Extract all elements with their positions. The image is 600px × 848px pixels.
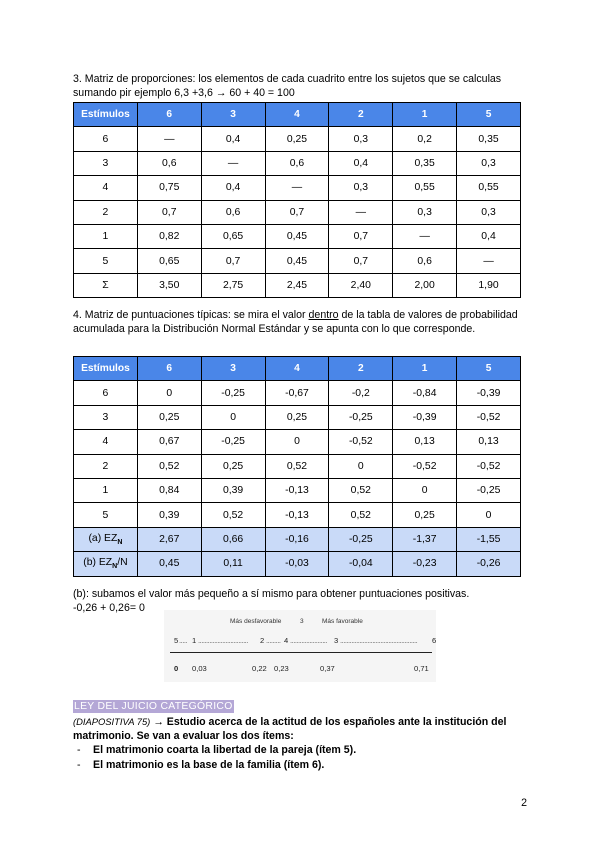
table-cell: -0,25 [201,381,265,405]
sum-row-a [74,527,521,551]
table-row [74,503,521,527]
items-list [73,743,356,773]
table-cell: — [201,151,265,175]
table-row [74,127,521,151]
table-cell: 6 [74,127,138,151]
table-row [74,249,521,273]
table-cell: 0,39 [137,503,201,527]
table-header-row [74,103,521,127]
table-cell: 0,11 [201,552,265,576]
scale-value: 0,37 [320,664,335,673]
table-row [74,176,521,200]
col-header: 2 [329,103,393,127]
section-heading: LEY DEL JUICIO CATEGÓRICO [74,701,233,712]
table-cell: 0,55 [457,176,521,200]
scale-dotted-line: 5 ..... 1 ............................... 2 ......... 4 ....................... 3 ................................................ 6 [174,636,437,645]
arrow: → [150,716,167,728]
table-cell: -0,25 [457,478,521,502]
table-cell: 0,82 [137,224,201,248]
table-cell: 3 [74,151,138,175]
scale-value: 0 [174,664,179,673]
table-cell: 0,25 [201,454,265,478]
table-cell: 2 [74,454,138,478]
table-cell: -0,39 [457,381,521,405]
section-3-line-2: sumando pir ejemplo 6,3 +3,6 → 60 + 40 = 100 [73,87,295,99]
table-cell: 0,2 [393,127,457,151]
scale-rule [170,652,432,653]
table-cell: -0,25 [201,430,265,454]
table-cell: 0,52 [329,503,393,527]
table-cell: 0,52 [137,454,201,478]
table-cell: 0,6 [393,249,457,273]
page-number: 2 [521,797,527,809]
intro-paragraph [73,715,533,743]
table-cell: -0,67 [265,381,329,405]
sum-label-text: (a) EZ [88,532,118,544]
scale-value: 0,23 [274,664,289,673]
list-item: - El matrimonio coarta la libertad de la pareja (ítem 5). [77,744,357,756]
col-header: 3 [201,103,265,127]
scale-point: 6 [432,636,437,645]
col-header: 1 [393,103,457,127]
slide-reference: (DIAPOSITIVA 75) [73,716,151,727]
section-3-line-1: 3. Matriz de proporciones: los elementos de cada cuadrito entre los sujetos que se calculas [73,73,502,85]
table-cell: -0,39 [393,405,457,429]
table-cell: 0,7 [329,249,393,273]
table-cell: 0,75 [137,176,201,200]
scale-value: 0,71 [414,664,429,673]
table-cell: 0,67 [137,430,201,454]
table-row [74,200,521,224]
table-cell: -0,2 [329,381,393,405]
table-cell: — [329,200,393,224]
sum-label-post: /N [117,557,128,569]
table-cell: -0,03 [265,552,329,576]
scale-figure [164,610,436,682]
table-cell: 0,7 [265,200,329,224]
list-item-text: El matrimonio coarta la libertad de la pareja (ítem 5). [93,744,357,756]
table-cell: 0,3 [457,200,521,224]
table-header-row [74,357,521,381]
table-cell: 4 [74,176,138,200]
table-cell: -0,52 [457,405,521,429]
table-cell: 2,00 [393,273,457,297]
col-header: 1 [393,357,457,381]
table-cell: 0,4 [201,127,265,151]
scale-point: 4 [284,636,289,645]
table-cell: -0,25 [329,405,393,429]
table-cell: 0,7 [137,200,201,224]
table-cell: — [265,176,329,200]
table-cell: 0,13 [393,430,457,454]
table-cell: 0,4 [457,224,521,248]
table-cell: 0,7 [329,224,393,248]
table-cell: — [457,249,521,273]
col-header: 5 [457,103,521,127]
scale-value: 0,22 [252,664,267,673]
table-row-sum [74,273,521,297]
table-cell: 0,25 [265,127,329,151]
table-cell: -0,16 [265,527,329,551]
table-cell: 0,84 [137,478,201,502]
section-3-text [73,72,533,100]
sum-row-label [74,552,138,576]
table-cell: 0 [457,503,521,527]
section-b-line-2: -0,26 + 0,26= 0 [73,602,145,614]
table-cell: 0,13 [457,430,521,454]
section-4-underlined: dentro [308,309,339,321]
section-4-text-post: de la tabla de valores de probabilidad acumulada para la Distribución Normal Estándar y se apunta con lo que corresponde. [73,309,518,335]
table-cell: -0,25 [329,527,393,551]
table-cell: 0,45 [265,224,329,248]
table-cell: — [393,224,457,248]
table-cell: -0,52 [329,430,393,454]
scale-point: 1 [192,636,197,645]
table-cell: -0,23 [393,552,457,576]
col-header: 2 [329,357,393,381]
table-cell: 0,52 [329,478,393,502]
section-b-line-1: (b): subamos el valor más pequeño a sí mismo para obtener puntuaciones positivas. [73,588,470,600]
sum-label-text: (b) EZ [83,557,113,569]
table-row [74,224,521,248]
intro-text: Estudio acerca de la actitud de los españoles ante la institución del matrimonio. Se van a evaluar los dos ítems: [73,716,507,742]
table-cell: 5 [74,503,138,527]
table-cell: 3,50 [137,273,201,297]
table-cell: 0,65 [137,249,201,273]
col-header: 6 [137,357,201,381]
table-cell: -1,37 [393,527,457,551]
table-cell: 4 [74,430,138,454]
table-cell: -0,52 [393,454,457,478]
table-cell: 0,6 [201,200,265,224]
sum-label-sub: N [112,563,118,571]
col-header: 4 [265,103,329,127]
table-cell: 0,6 [265,151,329,175]
table-cell: 0 [265,430,329,454]
table-cell: -0,04 [329,552,393,576]
table-cell: -0,52 [457,454,521,478]
scale-label-left: Más desfavorable [230,618,282,625]
table-cell: 0,66 [201,527,265,551]
table-cell: -0,13 [265,503,329,527]
col-header: 6 [137,103,201,127]
col-header: 5 [457,357,521,381]
table-cell: 6 [74,381,138,405]
table-cell: 0,4 [329,151,393,175]
table-cell: 0,35 [457,127,521,151]
table-cell: 0,7 [201,249,265,273]
table-cell: 0,45 [265,249,329,273]
section-4-text-pre: 4. Matriz de puntuaciones típicas: se mira el valor [73,309,309,321]
table-cell: 0,4 [201,176,265,200]
table-cell: 0,3 [457,151,521,175]
table-cell: 0,52 [201,503,265,527]
col-header: 4 [265,357,329,381]
table-cell: 0,45 [137,552,201,576]
table-cell: 1 [74,224,138,248]
table-cell: 0,35 [393,151,457,175]
table-cell: 2,67 [137,527,201,551]
scale-point: 2 [260,636,265,645]
table-cell: — [137,127,201,151]
table-cell: 5 [74,249,138,273]
table-cell: 0,3 [393,200,457,224]
table-cell: 3 [74,405,138,429]
table-cell: -1,55 [457,527,521,551]
table-cell: 0,25 [265,405,329,429]
table-cell: 0 [201,405,265,429]
proportions-matrix-table [73,102,521,298]
scale-value: 0,03 [192,664,207,673]
table-row [74,430,521,454]
col-header: 3 [201,357,265,381]
table-row [74,381,521,405]
table-cell: 0 [329,454,393,478]
table-cell: 0,65 [201,224,265,248]
table-cell: 2 [74,200,138,224]
table-cell: 0,3 [329,176,393,200]
table-cell: 1 [74,478,138,502]
table-cell: 2,45 [265,273,329,297]
table-cell: 0,25 [393,503,457,527]
table-cell: 0,55 [393,176,457,200]
table-row [74,151,521,175]
table-row [74,454,521,478]
z-scores-matrix-table [73,356,521,577]
table-cell: 0 [393,478,457,502]
table-cell: 1,90 [457,273,521,297]
section-4-text [73,308,533,336]
table-cell: -0,13 [265,478,329,502]
scale-label-mid: 3 [300,618,304,625]
scale-point: 5 [174,636,179,645]
table-cell: 0,52 [265,454,329,478]
table-cell: 0,3 [329,127,393,151]
table-cell: -0,84 [393,381,457,405]
list-item: - El matrimonio es la base de la familia (ítem 6). [77,759,325,771]
col-header: Estímulos [74,103,138,127]
table-cell: 0 [137,381,201,405]
table-cell: 2,75 [201,273,265,297]
table-cell: 0,6 [137,151,201,175]
scale-point: 3 [334,636,339,645]
table-row [74,405,521,429]
table-cell: 0,25 [137,405,201,429]
scale-label-right: Más favorable [322,618,363,625]
col-header: Estímulos [74,357,138,381]
list-item-text: El matrimonio es la base de la familia (ítem 6). [93,759,325,771]
table-cell: 0,39 [201,478,265,502]
sum-label-sub: N [117,538,123,546]
sum-row-label [74,527,138,551]
sigma-cell: Σ [74,273,138,297]
sum-row-b [74,552,521,576]
table-cell: 2,40 [329,273,393,297]
table-cell: -0,26 [457,552,521,576]
table-row [74,478,521,502]
